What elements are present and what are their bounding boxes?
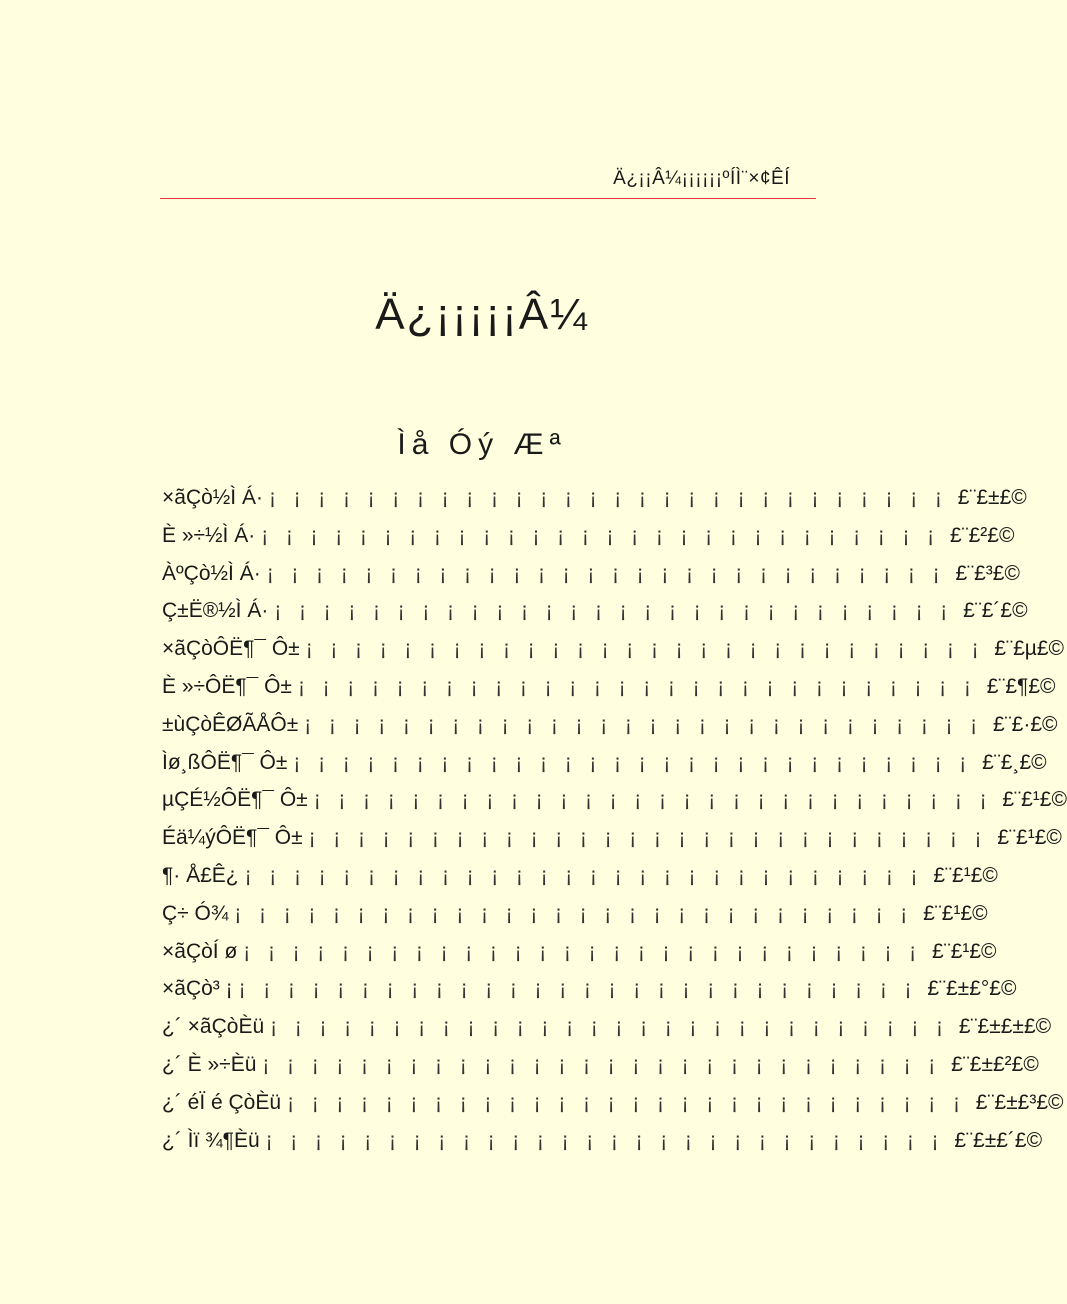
toc-entry[interactable] [162, 977, 1017, 1015]
toc-entry-label: ¶· Å£Ê¿ [162, 863, 239, 887]
toc-entry-label: ¿´ ×ãÇòÈü [162, 1015, 265, 1039]
toc-entry[interactable] [162, 1090, 1064, 1129]
toc-entry-page: £¨£¹£© [1002, 788, 1067, 812]
toc-entry-page: £¨£±£´£© [954, 1128, 1043, 1152]
toc-entry[interactable] [162, 523, 1015, 562]
toc-entry-label: ¿´ éÏ é ÇòÈü [162, 1090, 282, 1114]
toc-entry-label: ×ãÇò½Ì Á· [162, 486, 263, 509]
toc-entry-page: £¨£´£© [963, 599, 1028, 623]
toc-entry-page: £¨£µ£© [994, 637, 1065, 661]
toc-leader-dots: ¡ ¡ ¡ ¡ ¡ ¡ ¡ ¡ ¡ ¡ ¡ ¡ ¡ ¡ ¡ ¡ ¡ ¡ ¡ ¡ ¡ ¡ ¡ ¡ ¡ ¡ ¡ ¡ [265, 1128, 949, 1152]
toc-entry[interactable] [162, 561, 1020, 600]
toc-entry[interactable] [162, 863, 998, 902]
toc-entry[interactable] [162, 674, 1056, 713]
toc-entry-label: ÀºÇò½Ì Á· [162, 561, 261, 585]
toc-leader-dots: ¡ ¡ ¡ ¡ ¡ ¡ ¡ ¡ ¡ ¡ ¡ ¡ ¡ ¡ ¡ ¡ ¡ ¡ ¡ ¡ ¡ ¡ ¡ ¡ ¡ ¡ ¡ ¡ [262, 1052, 946, 1076]
toc-entry-label: ×ãÇò³ ¡ [162, 977, 233, 1001]
toc-entry-page: £¨£¶£© [986, 674, 1056, 698]
toc-leader-dots: ¡ ¡ ¡ ¡ ¡ ¡ ¡ ¡ ¡ ¡ ¡ ¡ ¡ ¡ ¡ ¡ ¡ ¡ ¡ ¡ ¡ ¡ ¡ ¡ ¡ ¡ ¡ ¡ [274, 599, 958, 623]
toc-leader-dots: ¡ ¡ ¡ ¡ ¡ ¡ ¡ ¡ ¡ ¡ ¡ ¡ ¡ ¡ ¡ ¡ ¡ ¡ ¡ ¡ ¡ ¡ ¡ ¡ ¡ ¡ ¡ ¡ [293, 750, 977, 774]
toc-entry[interactable] [162, 826, 1062, 864]
toc-entry-page: £¨£±£³£© [975, 1090, 1064, 1114]
toc-entry-page: £¨£¹£© [923, 901, 988, 925]
toc-entry[interactable] [162, 750, 1047, 789]
page-title: Ä¿¡¡¡¡¡Â¼ [375, 290, 589, 339]
toc-entry-page: £¨£¹£© [932, 939, 997, 963]
toc-leader-dots: ¡ ¡ ¡ ¡ ¡ ¡ ¡ ¡ ¡ ¡ ¡ ¡ ¡ ¡ ¡ ¡ ¡ ¡ ¡ ¡ ¡ ¡ ¡ ¡ ¡ ¡ ¡ ¡ [308, 826, 992, 850]
toc-entry[interactable] [162, 1052, 1039, 1091]
toc-entry-page: £¨£±£²£© [951, 1052, 1039, 1076]
toc-entry[interactable] [162, 599, 1028, 637]
section-title: Ìå Óý Æª [397, 428, 567, 461]
toc-entry-page: £¨£³£© [955, 561, 1020, 585]
toc-entry-label: ¿´ È »÷Èü [162, 1052, 257, 1076]
toc-entry-label: ×ãÇòÔË¶¯ Ô± [162, 637, 300, 661]
toc-entry-page: £¨£¸£© [982, 750, 1047, 774]
toc-entry-page: £¨£±£© [957, 486, 1027, 509]
toc-entry[interactable] [162, 1015, 1052, 1053]
toc-leader-dots: ¡ ¡ ¡ ¡ ¡ ¡ ¡ ¡ ¡ ¡ ¡ ¡ ¡ ¡ ¡ ¡ ¡ ¡ ¡ ¡ ¡ ¡ ¡ ¡ ¡ ¡ ¡ ¡ [304, 712, 987, 736]
toc-entry-label: Ç÷ Ó¾ [162, 901, 229, 925]
toc-entry-label: Éä¼ýÔË¶¯ Ô± [162, 826, 303, 850]
toc-entry-label: ±ùÇòÊØÃÅÔ± [162, 712, 299, 736]
toc-entry-label: µÇÉ½ÔË¶¯ Ô± [162, 788, 308, 812]
table-of-contents [162, 486, 1067, 1166]
toc-entry-label: Ç±Ë®½Ì Á· [162, 599, 269, 623]
toc-leader-dots: ¡ ¡ ¡ ¡ ¡ ¡ ¡ ¡ ¡ ¡ ¡ ¡ ¡ ¡ ¡ ¡ ¡ ¡ ¡ ¡ ¡ ¡ ¡ ¡ ¡ ¡ ¡ ¡ [313, 788, 997, 812]
toc-leader-dots: ¡ ¡ ¡ ¡ ¡ ¡ ¡ ¡ ¡ ¡ ¡ ¡ ¡ ¡ ¡ ¡ ¡ ¡ ¡ ¡ ¡ ¡ ¡ ¡ ¡ ¡ ¡ ¡ [234, 901, 918, 925]
toc-entry-page: £¨£²£© [949, 523, 1015, 547]
header-rule [160, 198, 816, 199]
toc-entry[interactable] [162, 901, 988, 940]
toc-entry-page: £¨£·£© [992, 712, 1058, 736]
toc-entry[interactable] [162, 1128, 1043, 1167]
toc-entry-page: £¨£¹£© [933, 863, 998, 887]
toc-leader-dots: ¡ ¡ ¡ ¡ ¡ ¡ ¡ ¡ ¡ ¡ ¡ ¡ ¡ ¡ ¡ ¡ ¡ ¡ ¡ ¡ ¡ ¡ ¡ ¡ ¡ ¡ ¡ ¡ [270, 1015, 953, 1039]
toc-entry[interactable] [162, 486, 1027, 524]
toc-entry-label: ×ãÇòÍ ø [162, 939, 238, 963]
toc-leader-dots: ¡ ¡ ¡ ¡ ¡ ¡ ¡ ¡ ¡ ¡ ¡ ¡ ¡ ¡ ¡ ¡ ¡ ¡ ¡ ¡ ¡ ¡ ¡ ¡ ¡ ¡ ¡ ¡ [297, 674, 981, 698]
toc-entry-page: £¨£¹£© [997, 826, 1062, 850]
toc-leader-dots: ¡ ¡ ¡ ¡ ¡ ¡ ¡ ¡ ¡ ¡ ¡ ¡ ¡ ¡ ¡ ¡ ¡ ¡ ¡ ¡ ¡ ¡ ¡ ¡ ¡ ¡ ¡ ¡ [305, 637, 989, 661]
toc-leader-dots: ¡ ¡ ¡ ¡ ¡ ¡ ¡ ¡ ¡ ¡ ¡ ¡ ¡ ¡ ¡ ¡ ¡ ¡ ¡ ¡ ¡ ¡ ¡ ¡ ¡ ¡ ¡ ¡ [266, 561, 950, 585]
toc-entry[interactable] [162, 712, 1058, 751]
toc-entry-page: £¨£±£°£© [927, 977, 1017, 1001]
toc-entry[interactable] [162, 637, 1065, 675]
toc-leader-dots: ¡ ¡ ¡ ¡ ¡ ¡ ¡ ¡ ¡ ¡ ¡ ¡ ¡ ¡ ¡ ¡ ¡ ¡ ¡ ¡ ¡ ¡ ¡ ¡ ¡ ¡ ¡ ¡ [238, 977, 922, 1001]
toc-leader-dots: ¡ ¡ ¡ ¡ ¡ ¡ ¡ ¡ ¡ ¡ ¡ ¡ ¡ ¡ ¡ ¡ ¡ ¡ ¡ ¡ ¡ ¡ ¡ ¡ ¡ ¡ ¡ ¡ [261, 523, 944, 547]
toc-entry-label: È »÷½Ì Á· [162, 523, 256, 547]
running-header: Ä¿¡¡Â¼¡¡¡¡¡¡ºÍÌ¨×¢ÊÍ [613, 168, 790, 189]
toc-leader-dots: ¡ ¡ ¡ ¡ ¡ ¡ ¡ ¡ ¡ ¡ ¡ ¡ ¡ ¡ ¡ ¡ ¡ ¡ ¡ ¡ ¡ ¡ ¡ ¡ ¡ ¡ ¡ ¡ [243, 939, 927, 963]
toc-entry-page: £¨£±£±£© [958, 1015, 1052, 1039]
toc-entry[interactable] [162, 788, 1067, 826]
toc-entry-label: È »÷ÔË¶¯ Ô± [162, 674, 292, 698]
toc-entry-label: Ìø¸ßÔË¶¯ Ô± [162, 750, 288, 774]
toc-leader-dots: ¡ ¡ ¡ ¡ ¡ ¡ ¡ ¡ ¡ ¡ ¡ ¡ ¡ ¡ ¡ ¡ ¡ ¡ ¡ ¡ ¡ ¡ ¡ ¡ ¡ ¡ ¡ ¡ [268, 486, 952, 509]
toc-entry[interactable] [162, 939, 997, 978]
toc-entry-label: ¿´ Ìï ¾¶Èü [162, 1128, 260, 1152]
toc-leader-dots: ¡ ¡ ¡ ¡ ¡ ¡ ¡ ¡ ¡ ¡ ¡ ¡ ¡ ¡ ¡ ¡ ¡ ¡ ¡ ¡ ¡ ¡ ¡ ¡ ¡ ¡ ¡ ¡ [244, 863, 928, 887]
toc-leader-dots: ¡ ¡ ¡ ¡ ¡ ¡ ¡ ¡ ¡ ¡ ¡ ¡ ¡ ¡ ¡ ¡ ¡ ¡ ¡ ¡ ¡ ¡ ¡ ¡ ¡ ¡ ¡ ¡ [287, 1090, 970, 1114]
